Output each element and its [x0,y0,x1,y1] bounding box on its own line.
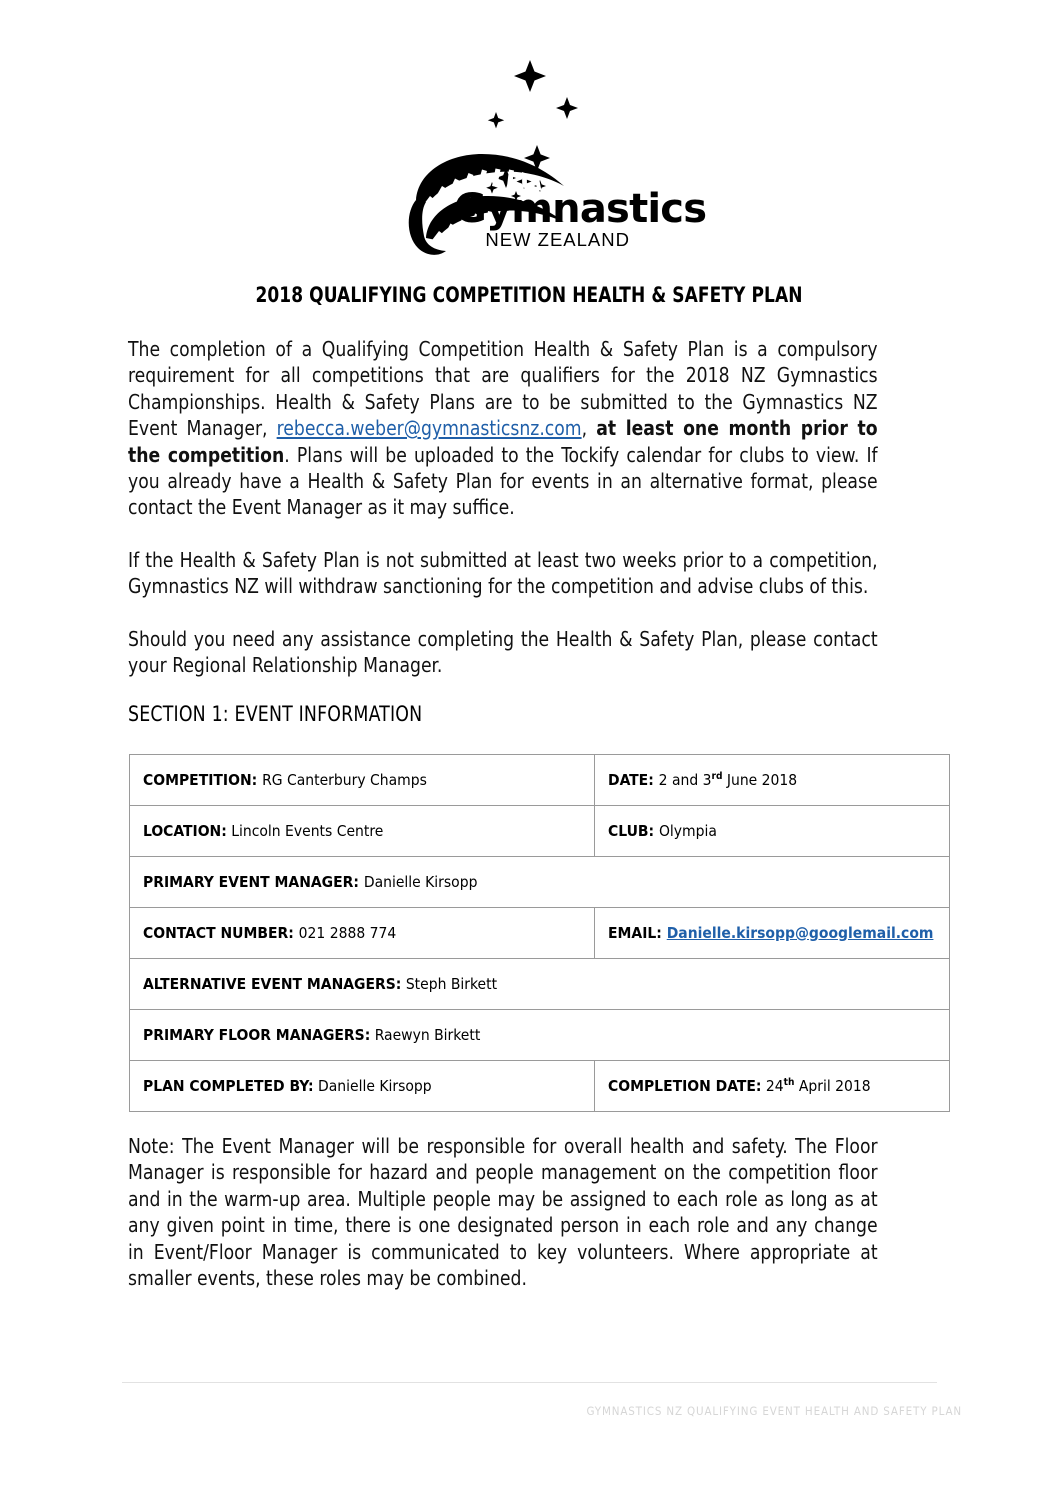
cell-club [595,806,950,857]
table-row [130,959,950,1010]
value-completion-date-post: April 2018 [794,1077,871,1096]
label-club: CLUB: [608,822,655,840]
label-email: EMAIL: [608,924,662,942]
label-plan-completed-by: PLAN COMPLETED BY: [143,1077,314,1095]
page-title: 2018 QUALIFYING COMPETITION HEALTH & SAFETY PLAN [255,283,803,308]
cell-completion-date [595,1061,950,1112]
label-date: DATE: [608,771,654,790]
table-row [130,1061,950,1112]
label-primary-floor-managers: PRIMARY FLOOR MANAGERS: [143,1026,371,1044]
table-row [130,806,950,857]
intro-p1-part2: , [581,416,597,441]
table-row [130,908,950,959]
intro-paragraph-3: Should you need any assistance completing the Health & Safety Plan, please contact your Regional Relationship Manager. [128,626,878,678]
intro-paragraph-2: If the Health & Safety Plan is not submitted at least two weeks prior to a competition, Gymnastics NZ will withdraw sanctioning for the competition and advise clubs of this. [128,547,878,599]
label-contact-number: CONTACT NUMBER: [143,924,294,942]
value-date-pre: 2 and 3 [658,771,712,790]
gymnastics-nz-logo [404,50,707,265]
footer-text: GYMNASTICS NZ QUALIFYING EVENT HEALTH AND SAFETY PLAN [586,1404,962,1418]
table-row [130,755,950,806]
value-primary-floor-managers: Raewyn Birkett [370,1026,481,1044]
cell-primary-floor-managers [130,1010,950,1061]
label-alternative-event-managers: ALTERNATIVE EVENT MANAGERS: [143,975,402,993]
cell-contact-number [130,908,595,959]
logo-header [0,50,1058,265]
event-information-table [129,754,950,1112]
value-date-post: June 2018 [722,771,798,790]
value-completion-date-pre: 24 [761,1077,784,1096]
value-contact-number: 021 2888 774 [298,924,397,942]
label-competition: COMPETITION: [143,771,258,789]
logo-subwordmark: NEW ZEALAND [485,229,630,250]
note-paragraph: Note: The Event Manager will be responsible for overall health and safety. The Floor Manager is responsible for hazard and people management on the competition floor and in the warm-up area. Multiple people may be assigned to each role as long as at any given point in time, there is one designated person in each role and any change in Event/Floor Manager is communicated to key volunteers. Where appropriate at smaller events, these roles may be combined. [128,1134,878,1291]
contact-email-link[interactable]: Danielle.kirsopp@googlemail.com [666,924,934,942]
intro-p1-part1: The completion of a Qualifying Competition Health & Safety Plan is a compulsory requirement for all competitions that are qualifiers for the 2018 NZ Gymnastics Championships. Health & Safety Plans are to be submitted to the Gymnastics NZ Event Manager, [128,337,878,441]
event-manager-email-link[interactable]: rebecca.weber@gymnasticsnz.com [276,416,582,441]
cell-competition [130,755,595,806]
intro-paragraph-1 [128,336,878,521]
cell-alternative-event-managers [130,959,950,1010]
table-row [130,857,950,908]
value-plan-completed-by: Danielle Kirsopp [313,1077,432,1095]
value-primary-event-manager: Danielle Kirsopp [363,873,478,891]
cell-plan-completed-by [130,1061,595,1112]
table-row [130,1010,950,1061]
label-completion-date: COMPLETION DATE: [608,1077,762,1096]
value-location: Lincoln Events Centre [226,822,384,840]
logo-wordmark: Gymnastics [454,186,707,232]
document-body [128,336,934,748]
value-date-ordinal: rd [711,770,723,782]
intro-p1-part3: . Plans will be uploaded to the Tockify calendar for clubs to view. If you already have a Health & Safety Plan for events in an alternative format, please contact the Event Manager as it may suffice. [128,442,878,520]
section-1-heading: SECTION 1: EVENT INFORMATION [128,702,423,727]
value-club: Olympia [658,822,717,840]
intro-p1-emphasis: at least one month prior to the competition [128,416,878,467]
footer-divider [122,1382,937,1383]
value-competition: RG Canterbury Champs [262,771,427,789]
note-block [128,1133,934,1317]
value-alternative-event-managers: Steph Birkett [401,975,498,993]
value-completion-date-ordinal: th [783,1076,795,1088]
cell-primary-event-manager [130,857,950,908]
cell-date [595,755,950,806]
label-location: LOCATION: [143,822,227,840]
label-primary-event-manager: PRIMARY EVENT MANAGER: [143,873,359,891]
cell-location [130,806,595,857]
cell-email [595,908,950,959]
